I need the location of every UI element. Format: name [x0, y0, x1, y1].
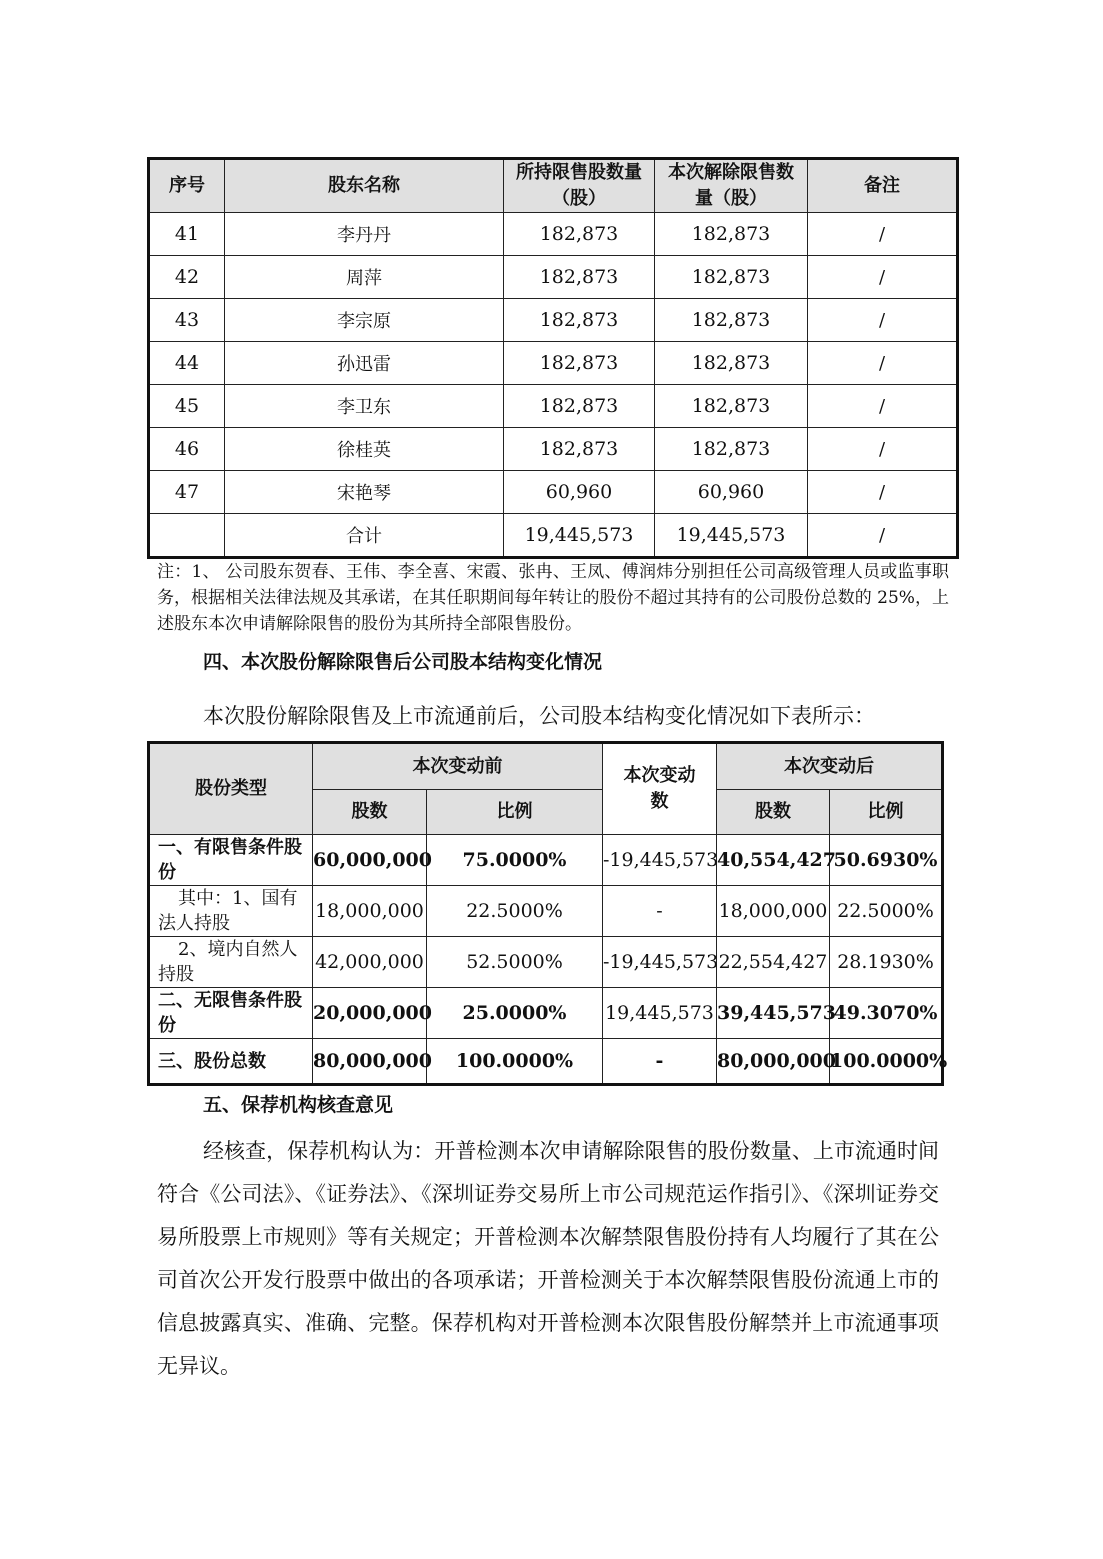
- row-after-ratio: 28.1930%: [830, 937, 943, 988]
- row-change: -19,445,573: [603, 835, 717, 886]
- table-header-row: [149, 743, 943, 790]
- section-5-heading: 五、保荐机构核查意见: [203, 1094, 394, 1116]
- header-held-shares: 所持限售股数量（股）: [504, 159, 655, 213]
- row-remark: /: [808, 428, 958, 471]
- row-change: -: [603, 886, 717, 937]
- row-released: 182,873: [655, 342, 808, 385]
- table-row: [149, 256, 958, 299]
- shareholder-table: [147, 157, 959, 559]
- row-before-shares: 60,000,000: [313, 835, 427, 886]
- table-note: 注：1、 公司股东贺春、王伟、李全喜、宋霞、张冉、王凤、傅润炜分别担任公司高级管理人员或监事职务，根据相关法律法规及其承诺，在其任职期间每年转让的股份不超过其持有的公司股份总数的 25%，上述股东本次申请解除限售的股份为其所持全部限售股份。: [157, 562, 949, 634]
- row-before-ratio: 100.0000%: [427, 1039, 603, 1085]
- row-held: 182,873: [504, 256, 655, 299]
- row-remark: /: [808, 471, 958, 514]
- row-after-ratio: 49.3070%: [830, 988, 943, 1039]
- row-seq: 45: [149, 385, 225, 428]
- table-row: [149, 213, 958, 256]
- row-change: -: [603, 1039, 717, 1085]
- row-held: 182,873: [504, 213, 655, 256]
- table-row: [149, 342, 958, 385]
- row-remark: /: [808, 256, 958, 299]
- row-remark: /: [808, 213, 958, 256]
- header-before-shares: 股数: [313, 790, 427, 835]
- row-seq: 44: [149, 342, 225, 385]
- row-held: 182,873: [504, 428, 655, 471]
- row-name: 李卫东: [225, 385, 504, 428]
- row-name: 李丹丹: [225, 213, 504, 256]
- row-remark: /: [808, 385, 958, 428]
- table-row: [149, 886, 943, 937]
- header-seq: 序号: [149, 159, 225, 213]
- header-share-type: 股份类型: [149, 743, 313, 835]
- row-held: 182,873: [504, 299, 655, 342]
- row-held: 182,873: [504, 342, 655, 385]
- row-change: 19,445,573: [603, 988, 717, 1039]
- row-before-ratio: 75.0000%: [427, 835, 603, 886]
- row-before-ratio: 52.5000%: [427, 937, 603, 988]
- header-released-shares: 本次解除限售数量（股）: [655, 159, 808, 213]
- row-before-shares: 18,000,000: [313, 886, 427, 937]
- row-after-shares: 22,554,427: [717, 937, 830, 988]
- header-holder-name: 股东名称: [225, 159, 504, 213]
- row-after-shares: 80,000,000: [717, 1039, 830, 1085]
- row-before-ratio: 25.0000%: [427, 988, 603, 1039]
- row-released: 19,445,573: [655, 514, 808, 558]
- row-change: -19,445,573: [603, 937, 717, 988]
- row-name: 孙迅雷: [225, 342, 504, 385]
- row-name: 李宗原: [225, 299, 504, 342]
- row-released: 182,873: [655, 385, 808, 428]
- table-header-row: [149, 159, 958, 213]
- table-total-row: [149, 514, 958, 558]
- row-held: 60,960: [504, 471, 655, 514]
- row-seq: 46: [149, 428, 225, 471]
- table-row: [149, 428, 958, 471]
- table-row: [149, 299, 958, 342]
- row-seq: 47: [149, 471, 225, 514]
- row-released: 182,873: [655, 256, 808, 299]
- table-row: [149, 385, 958, 428]
- row-before-ratio: 22.5000%: [427, 886, 603, 937]
- row-after-ratio: 22.5000%: [830, 886, 943, 937]
- header-after-ratio: 比例: [830, 790, 943, 835]
- row-name: 合计: [225, 514, 504, 558]
- row-seq: 41: [149, 213, 225, 256]
- row-name: 宋艳琴: [225, 471, 504, 514]
- row-label: 2、境内自然人持股: [149, 937, 313, 988]
- row-before-shares: 42,000,000: [313, 937, 427, 988]
- row-released: 182,873: [655, 299, 808, 342]
- header-before-ratio: 比例: [427, 790, 603, 835]
- row-released: 60,960: [655, 471, 808, 514]
- row-released: 182,873: [655, 428, 808, 471]
- row-label: 二、无限售条件股份: [149, 988, 313, 1039]
- row-after-shares: 40,554,427: [717, 835, 830, 886]
- header-remark: 备注: [808, 159, 958, 213]
- row-label: 一、有限售条件股份: [149, 835, 313, 886]
- table-row: [149, 937, 943, 988]
- row-name: 周萍: [225, 256, 504, 299]
- row-remark: /: [808, 299, 958, 342]
- header-before: 本次变动前: [313, 743, 603, 790]
- row-after-shares: 18,000,000: [717, 886, 830, 937]
- table-total-row: [149, 1039, 943, 1085]
- table-row: [149, 471, 958, 514]
- section-4-intro: 本次股份解除限售及上市流通前后，公司股本结构变化情况如下表所示：: [203, 704, 875, 728]
- table-row: [149, 988, 943, 1039]
- section-4-heading: 四、本次股份解除限售后公司股本结构变化情况: [203, 651, 603, 673]
- row-released: 182,873: [655, 213, 808, 256]
- row-name: 徐桂英: [225, 428, 504, 471]
- row-after-shares: 39,445,573: [717, 988, 830, 1039]
- section-5-body: 经核查，保荐机构认为：开普检测本次申请解除限售的股份数量、上市流通时间符合《公司法》、《证券法》、《深圳证券交易所上市公司规范运作指引》、《深圳证券交易所股票上市规则》等有关规定；开普检测本次解禁限售股份持有人均履行了其在公司首次公开发行股票中做出的各项承诺；开普检测关于本次解禁限售股份流通上市的信息披露真实、准确、完整。保荐机构对开普检测本次限售股份解禁并上市流通事项无异议。: [157, 1139, 939, 1378]
- header-after: 本次变动后: [717, 743, 943, 790]
- header-change: 本次变动数: [603, 743, 717, 835]
- row-held: 182,873: [504, 385, 655, 428]
- header-after-shares: 股数: [717, 790, 830, 835]
- row-label: 三、股份总数: [149, 1039, 313, 1085]
- row-after-ratio: 50.6930%: [830, 835, 943, 886]
- row-after-ratio: 100.0000%: [830, 1039, 943, 1085]
- row-before-shares: 20,000,000: [313, 988, 427, 1039]
- row-remark: /: [808, 342, 958, 385]
- row-label: 其中：1、国有法人持股: [149, 886, 313, 937]
- share-structure-table: [147, 741, 948, 1086]
- row-before-shares: 80,000,000: [313, 1039, 427, 1085]
- row-seq: 42: [149, 256, 225, 299]
- row-seq: 43: [149, 299, 225, 342]
- row-remark: /: [808, 514, 958, 558]
- table-row: [149, 835, 943, 886]
- row-seq: [149, 514, 225, 558]
- row-held: 19,445,573: [504, 514, 655, 558]
